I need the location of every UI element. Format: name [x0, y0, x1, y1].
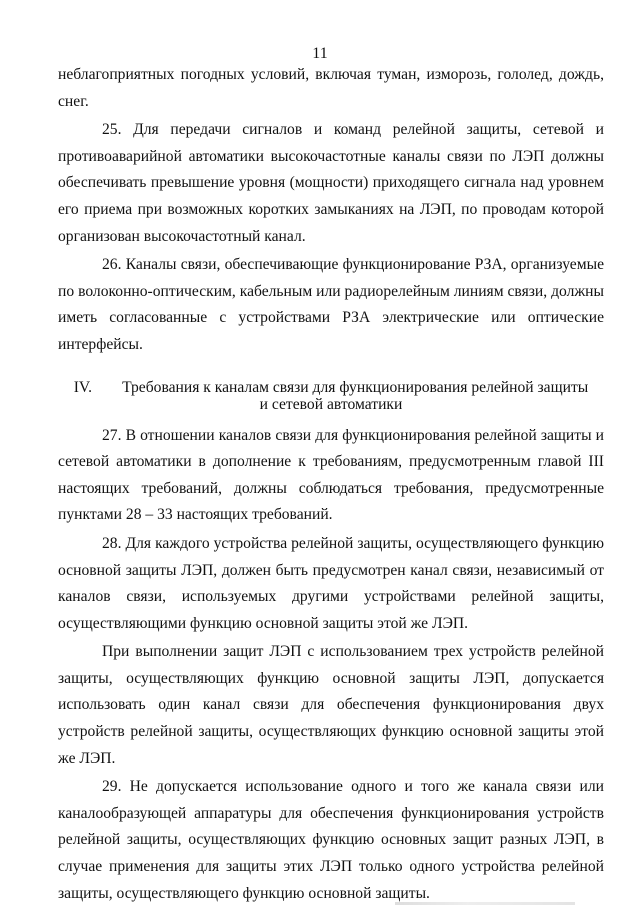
section-heading-line-1: [58, 379, 604, 396]
paragraph-27: 27. В отношении каналов связи для функционирования релейной защиты и сетевой автоматики в дополнение к требованиям, предусмотренным главой III настоящих требований, должны соблюдаться требования, предусмотренные пунктами 28 – 33 настоящих требований.: [58, 426, 604, 524]
section-numeral: IV.: [73, 378, 93, 396]
paragraph-28: 28. Для каждого устройства релейной защиты, осуществляющего функцию основной защиты ЛЭП, должен быть предусмотрен канал связи, независимый от каналов связи, используемых другими устройствами релейной защиты, осуществляющими функцию основной защиты этой же ЛЭП.: [58, 534, 604, 632]
paragraph-29: 29. Не допускается использование одного и того же канала связи или каналообразующей аппаратуры для обеспечения функционирования устройств релейной защиты, осуществляющих функцию основных защит разных ЛЭП, в случае применения для защиты этих ЛЭП только одного устройства релейной защиты, осуществляющего функцию основной защиты.: [58, 778, 604, 902]
section-title-line-1: Требования к каналам связи для функционирования релейной защиты: [122, 378, 589, 396]
document-body: [58, 62, 604, 907]
page-number: 11: [312, 45, 328, 62]
paragraph-28-continued: При выполнении защит ЛЭП с использованием трех устройств релейной защиты, осуществляющих функцию основной защиты ЛЭП, допускается использовать один канал связи для обеспечения функционирования двух устройств релейной защиты, осуществляющих функцию основной защиты этой же ЛЭП.: [58, 643, 604, 767]
paragraph-continuation: неблагоприятных погодных условий, включая туман, изморозь, гололед, дождь, снег.: [58, 66, 604, 110]
section-heading: [58, 379, 604, 413]
paragraph-26: 26. Каналы связи, обеспечивающие функционирование РЗА, организуемые по волоконно-оптическим, кабельным или радиорелейным линиям связи, должны иметь согласованные с устройствами РЗА электрические или оптические интерфейсы.: [58, 256, 604, 353]
section-title-line-2: и сетевой автоматики: [259, 395, 403, 413]
paragraph-25: 25. Для передачи сигналов и команд релейной защиты, сетевой и противоаварийной автоматики высокочастотные каналы связи по ЛЭП должны обеспечивать превышение уровня (мощности) приходящего сигнала над уровнем его приема при возможных коротких замыканиях на ЛЭП, по проводам которой организован высокочастотный канал.: [58, 121, 604, 245]
